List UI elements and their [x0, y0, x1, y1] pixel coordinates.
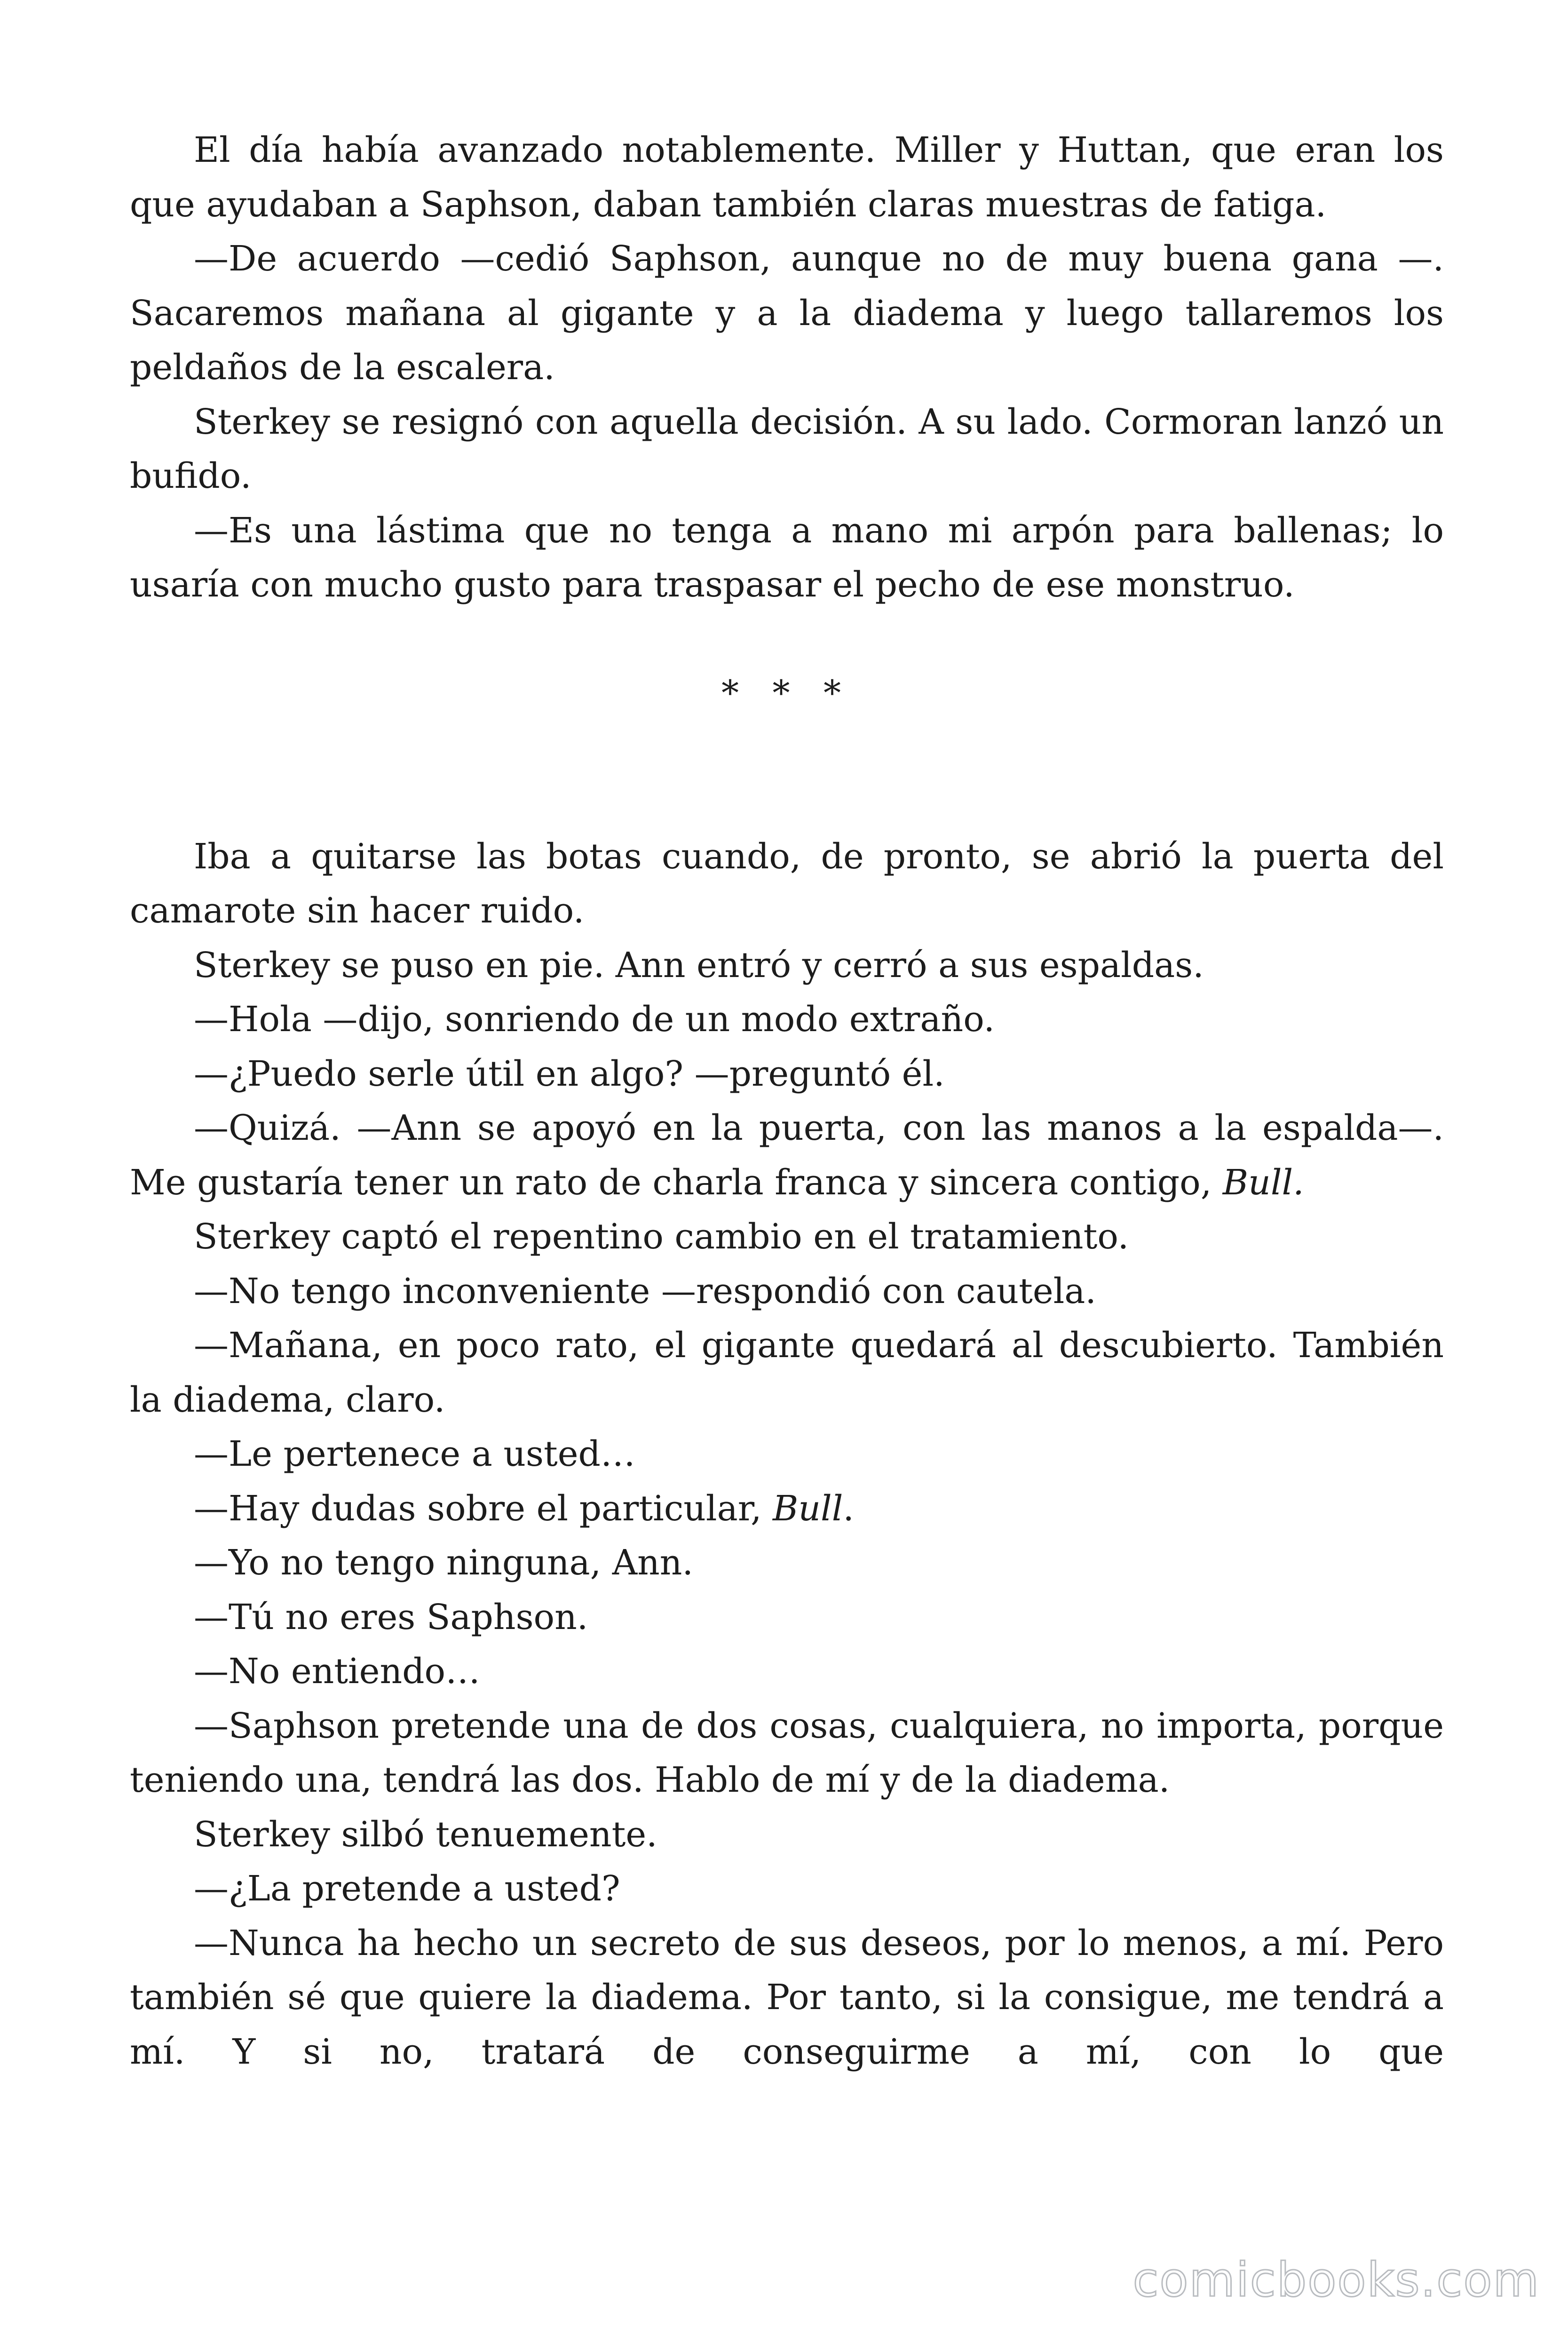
italic-text: Bull. [1222, 1162, 1304, 1203]
paragraph-text: —Yo no tengo ninguna, Ann. [194, 1542, 693, 1583]
paragraph-text: —Tú no eres Saphson. [194, 1597, 588, 1637]
paragraph-text: Sterkey se resignó con aquella decisión. A su lado. Cormoran lanzó un bufido. [130, 401, 1444, 496]
paragraph [130, 1210, 1444, 1264]
paragraph-text: —Nunca ha hecho un secreto de sus deseos, por lo menos, a mí. Pero también sé que quiere la diadema. Por tanto, si la consigue, me tendrá a mí. Y si no, tratará de conseguirme a mí, con lo que [130, 1923, 1444, 2072]
text-block-before-break [130, 123, 1444, 612]
paragraph [130, 1482, 1444, 1536]
paragraph [130, 1808, 1444, 1862]
paragraph [130, 1590, 1444, 1645]
paragraph [130, 395, 1444, 504]
paragraph [130, 1916, 1444, 2080]
paragraph [130, 830, 1444, 938]
text-block-after-break [130, 830, 1444, 2080]
paragraph-text: —Quizá. —Ann se apoyó en la puerta, con las manos a la espalda—. Me gustaría tener un rato de charla franca y sincera contigo, [130, 1108, 1444, 1203]
paragraph [130, 232, 1444, 395]
paragraph-text: Sterkey silbó tenuemente. [194, 1814, 657, 1855]
paragraph-text: —Saphson pretende una de dos cosas, cualquiera, no importa, porque teniendo una, tendrá las dos. Hablo de mí y de la diadema. [130, 1705, 1444, 1800]
paragraph [130, 1536, 1444, 1590]
section-break: * * * [721, 673, 853, 714]
paragraph [130, 504, 1444, 612]
paragraph-text: —Es una lástima que no tenga a mano mi arpón para ballenas; lo usaría con mucho gusto para traspasar el pecho de ese monstruo. [130, 510, 1444, 605]
paragraph-text: Sterkey captó el repentino cambio en el tratamiento. [194, 1216, 1129, 1257]
paragraph [130, 123, 1444, 232]
italic-text: Bull [773, 1488, 843, 1529]
paragraph-text: —¿La pretende a usted? [194, 1868, 620, 1909]
paragraph [130, 993, 1444, 1047]
paragraph [130, 1862, 1444, 1916]
paragraph-text: El día había avanzado notablemente. Miller y Huttan, que eran los que ayudaban a Saphson, daban también claras muestras de fatiga. [130, 130, 1444, 225]
paragraph [130, 1047, 1444, 1102]
paragraph-text: —No entiendo… [194, 1651, 481, 1692]
paragraph [130, 1264, 1444, 1319]
paragraph-text: —Hola —dijo, sonriendo de un modo extraño. [194, 999, 995, 1040]
paragraph [130, 1699, 1444, 1808]
watermark: comicbooks.com [1132, 2252, 1540, 2307]
paragraph [130, 1319, 1444, 1427]
paragraph-text: —Hay dudas sobre el particular, [194, 1488, 773, 1529]
paragraph-text: —¿Puedo serle útil en algo? —preguntó él. [194, 1053, 945, 1094]
paragraph [130, 1645, 1444, 1699]
paragraph-text: —Mañana, en poco rato, el gigante quedará al descubierto. También la diadema, claro. [130, 1325, 1444, 1420]
paragraph-text: —No tengo inconveniente —respondió con cautela. [194, 1271, 1096, 1311]
paragraph-text: —De acuerdo —cedió Saphson, aunque no de muy buena gana —. Sacaremos mañana al gigante y a la diadema y luego tallaremos los peldaños de la escalera. [130, 238, 1444, 388]
paragraph-text: Iba a quitarse las botas cuando, de pronto, se abrió la puerta del camarote sin hacer ruido. [130, 836, 1444, 931]
paragraph-text: —Le pertenece a usted… [194, 1434, 635, 1474]
book-page [130, 123, 1444, 2079]
paragraph-text: . [843, 1488, 854, 1529]
paragraph [130, 938, 1444, 993]
paragraph [130, 1101, 1444, 1210]
paragraph [130, 1427, 1444, 1482]
paragraph-text: Sterkey se puso en pie. Ann entró y cerró a sus espaldas. [194, 945, 1204, 985]
